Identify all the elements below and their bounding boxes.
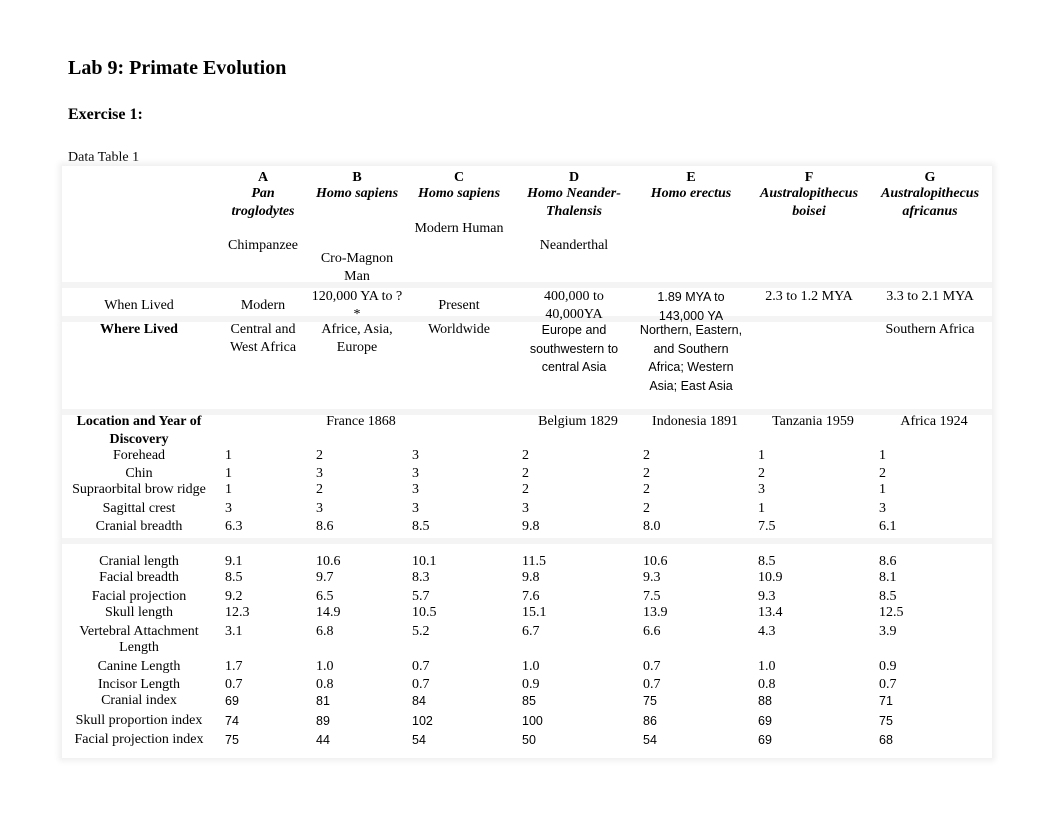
measurement-label: Incisor Length	[97, 677, 181, 692]
measurement-value: 3	[316, 466, 323, 481]
measurement-value: 0.7	[225, 677, 243, 692]
measurement-value: 50	[522, 733, 536, 747]
measurement-value: 8.5	[879, 589, 897, 604]
column-letter: A	[257, 170, 269, 185]
measurement-value: 74	[225, 714, 239, 728]
measurement-label: Forehead	[112, 448, 166, 463]
measurement-value: 11.5	[522, 554, 546, 569]
measurement-value: 3	[412, 482, 419, 497]
measurement-value: 2	[522, 482, 529, 497]
measurement-value: 2	[522, 448, 529, 463]
species-name: Homo sapiens	[315, 186, 399, 201]
measurement-value: 10.9	[758, 570, 783, 585]
measurement-value: 4.3	[758, 624, 776, 639]
discovery-value: Tanzania 1959	[772, 414, 854, 429]
measurement-value: 2	[643, 501, 650, 516]
measurement-value: 1.0	[522, 659, 540, 674]
measurement-value: 2	[758, 466, 765, 481]
measurement-value: 6.6	[643, 624, 661, 639]
discovery-value: France 1868	[326, 414, 396, 429]
measurement-value: 0.8	[316, 677, 334, 692]
species-name: Australopithecus boisei	[759, 186, 859, 219]
when-lived-value: 2.3 to 1.2 MYA	[765, 289, 853, 304]
measurement-value: 3.1	[225, 624, 243, 639]
measurement-value: 0.7	[412, 659, 430, 674]
measurement-value: 8.0	[643, 519, 661, 534]
measurement-value: 9.8	[522, 570, 540, 585]
measurement-label: Skull proportion index	[75, 713, 203, 728]
measurement-value: 1	[758, 448, 765, 463]
when-lived-value: 3.3 to 2.1 MYA	[886, 289, 974, 304]
measurement-value: 0.9	[879, 659, 897, 674]
measurement-label: Facial breadth	[99, 570, 179, 585]
table-caption: Data Table 1	[68, 150, 140, 165]
measurement-value: 8.5	[225, 570, 243, 585]
measurement-value: 3	[412, 448, 419, 463]
where-lived-value: Europe and southwestern to central Asia	[529, 323, 619, 374]
measurement-value: 1	[879, 482, 886, 497]
measurement-value: 3	[412, 501, 419, 516]
species-name: Homo Neander-Thalensis	[527, 186, 621, 219]
where-lived-value: Northern, Eastern, and Southern Africa; Western Asia; East Asia	[639, 323, 743, 393]
measurement-label: Supraorbital brow ridge	[72, 482, 206, 497]
page-title: Lab 9: Primate Evolution	[68, 57, 287, 79]
measurement-value: 2	[643, 466, 650, 481]
column-letter: C	[453, 170, 465, 185]
measurement-value: 71	[879, 694, 893, 708]
measurement-label: Facial projection index	[74, 732, 204, 747]
discovery-value: Indonesia 1891	[652, 414, 738, 429]
species-name: Homo sapiens	[417, 186, 501, 201]
measurement-value: 13.9	[643, 605, 668, 620]
measurement-value: 1	[225, 466, 232, 481]
measurement-value: 2	[316, 448, 323, 463]
measurement-value: 5.2	[412, 624, 430, 639]
measurement-value: 0.7	[412, 677, 430, 692]
common-name: Neanderthal	[539, 238, 609, 253]
when-lived-value: 1.89 MYA to 143,000 YA	[657, 290, 725, 323]
measurement-value: 10.6	[316, 554, 341, 569]
column-letter: D	[568, 170, 580, 185]
when-lived-value: Modern	[240, 298, 286, 313]
when-lived-value: Present	[438, 298, 480, 313]
measurement-value: 1.0	[316, 659, 334, 674]
measurement-label: Vertebral Attachment Length	[79, 624, 199, 655]
row-label-when-lived: When Lived	[104, 298, 174, 313]
measurement-value: 6.1	[879, 519, 897, 534]
measurement-value: 89	[316, 714, 330, 728]
measurement-label: Cranial breadth	[95, 519, 183, 534]
where-lived-value: Worldwide	[428, 322, 490, 337]
row-label-where-lived: Where Lived	[100, 322, 178, 337]
measurement-value: 3	[758, 482, 765, 497]
measurement-value: 10.5	[412, 605, 437, 620]
measurement-value: 8.6	[316, 519, 334, 534]
measurement-value: 9.8	[522, 519, 540, 534]
measurement-value: 44	[316, 733, 330, 747]
measurement-value: 75	[879, 714, 893, 728]
measurement-value: 2	[522, 466, 529, 481]
measurement-value: 3	[316, 501, 323, 516]
measurement-value: 86	[643, 714, 657, 728]
measurement-label: Chin	[125, 466, 153, 481]
measurement-value: 3.9	[879, 624, 897, 639]
measurement-value: 8.3	[412, 570, 430, 585]
measurement-value: 54	[643, 733, 657, 747]
column-letter: G	[924, 170, 936, 185]
measurement-value: 1	[758, 501, 765, 516]
measurement-value: 9.7	[316, 570, 334, 585]
measurement-value: 8.5	[758, 554, 776, 569]
measurement-value: 2	[643, 448, 650, 463]
measurement-value: 12.5	[879, 605, 904, 620]
measurement-value: 3	[879, 501, 886, 516]
measurement-value: 9.1	[225, 554, 243, 569]
where-lived-value: Africe, Asia, Europe	[321, 322, 393, 355]
measurement-label: Skull length	[104, 605, 174, 620]
measurement-value: 2	[643, 482, 650, 497]
measurement-value: 81	[316, 694, 330, 708]
measurement-value: 69	[758, 733, 772, 747]
measurement-value: 84	[412, 694, 426, 708]
measurement-value: 15.1	[522, 605, 547, 620]
measurement-value: 68	[879, 733, 893, 747]
measurement-value: 54	[412, 733, 426, 747]
measurement-value: 88	[758, 694, 772, 708]
measurement-value: 2	[316, 482, 323, 497]
measurement-value: 10.1	[412, 554, 437, 569]
measurement-value: 7.5	[643, 589, 661, 604]
measurement-label: Canine Length	[97, 659, 181, 674]
measurement-value: 0.8	[758, 677, 776, 692]
where-lived-value: Southern Africa	[885, 322, 975, 337]
measurement-value: 6.8	[316, 624, 334, 639]
measurement-value: 2	[879, 466, 886, 481]
discovery-value: Africa 1924	[900, 414, 968, 429]
measurement-value: 12.3	[225, 605, 250, 620]
measurement-value: 8.6	[879, 554, 897, 569]
row-label-discovery: Location and Year of Discovery	[76, 414, 202, 447]
measurement-value: 6.3	[225, 519, 243, 534]
common-name: Cro-Magnon Man	[320, 251, 394, 284]
measurement-value: 13.4	[758, 605, 783, 620]
common-name: Chimpanzee	[228, 238, 298, 253]
measurement-label: Facial projection	[91, 589, 187, 604]
measurement-value: 75	[643, 694, 657, 708]
measurement-label: Sagittal crest	[102, 501, 176, 516]
exercise-heading: Exercise 1:	[68, 106, 143, 123]
species-name: Homo erectus	[650, 186, 732, 201]
measurement-value: 1	[225, 482, 232, 497]
measurement-value: 14.9	[316, 605, 341, 620]
measurement-value: 7.6	[522, 589, 540, 604]
when-lived-value: 120,000 YA to ?*	[311, 289, 403, 322]
measurement-value: 0.7	[879, 677, 897, 692]
measurement-value: 8.5	[412, 519, 430, 534]
measurement-value: 102	[412, 714, 433, 728]
common-name: Modern Human	[414, 221, 504, 236]
measurement-label: Cranial index	[101, 693, 177, 708]
measurement-value: 6.5	[316, 589, 334, 604]
column-letter: E	[686, 170, 696, 185]
where-lived-value: Central and West Africa	[229, 322, 297, 355]
measurement-value: 1.7	[225, 659, 243, 674]
discovery-value: Belgium 1829	[538, 414, 618, 429]
measurement-value: 75	[225, 733, 239, 747]
species-name: Pan troglodytes	[231, 186, 295, 219]
measurement-value: 9.2	[225, 589, 243, 604]
measurement-value: 85	[522, 694, 536, 708]
measurement-value: 1	[225, 448, 232, 463]
column-letter: B	[352, 170, 362, 185]
measurement-value: 1	[879, 448, 886, 463]
measurement-value: 7.5	[758, 519, 776, 534]
measurement-value: 69	[225, 694, 239, 708]
measurement-value: 100	[522, 714, 543, 728]
measurement-value: 8.1	[879, 570, 897, 585]
column-letter: F	[804, 170, 814, 185]
measurement-value: 3	[225, 501, 232, 516]
measurement-value: 5.7	[412, 589, 430, 604]
measurement-value: 69	[758, 714, 772, 728]
measurement-value: 0.7	[643, 677, 661, 692]
species-name: Australopithecus africanus	[880, 186, 980, 219]
data-table	[62, 166, 992, 758]
row-divider	[62, 538, 992, 544]
when-lived-value: 400,000 to 40,000YA	[544, 289, 604, 322]
measurement-value: 1.0	[758, 659, 776, 674]
measurement-value: 3	[412, 466, 419, 481]
measurement-value: 9.3	[643, 570, 661, 585]
measurement-value: 9.3	[758, 589, 776, 604]
measurement-value: 0.9	[522, 677, 540, 692]
measurement-label: Cranial length	[99, 554, 179, 569]
measurement-value: 0.7	[643, 659, 661, 674]
measurement-value: 10.6	[643, 554, 668, 569]
measurement-value: 6.7	[522, 624, 540, 639]
measurement-value: 3	[522, 501, 529, 516]
